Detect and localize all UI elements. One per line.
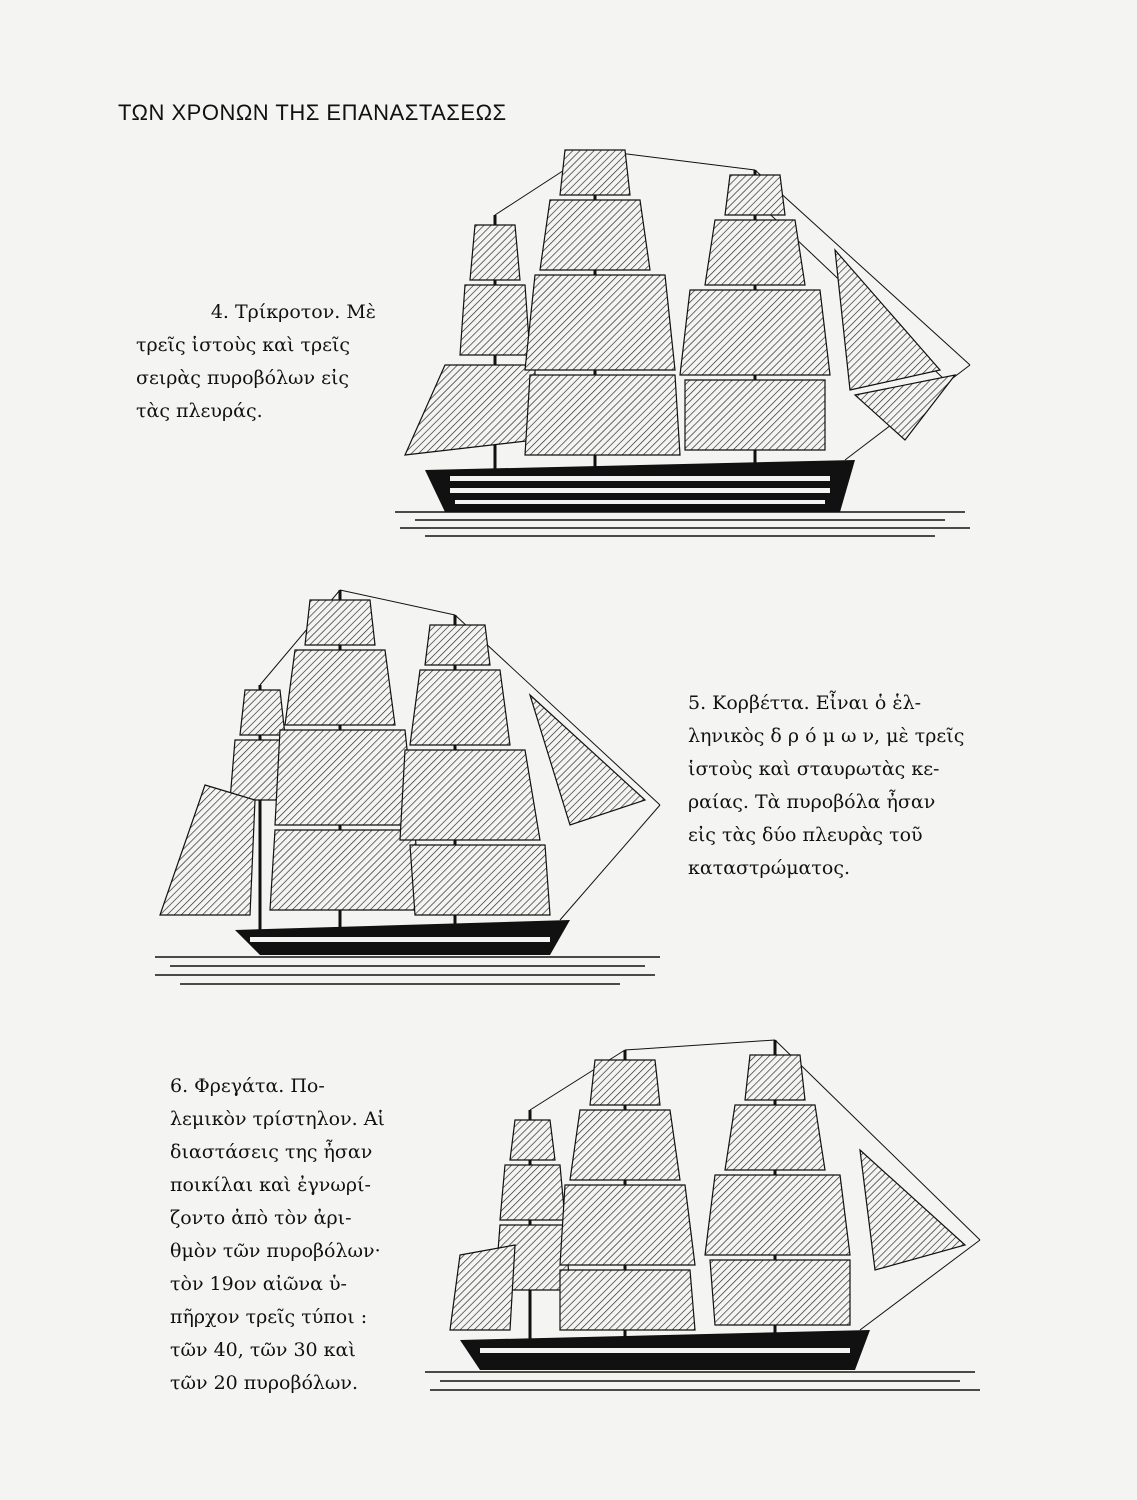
caption-ship-4	[136, 296, 376, 428]
caption-line: εἰς τὰς δύο πλευρὰς τοῦ	[688, 824, 923, 846]
caption-line: 5. Κορβέττα. Εἶναι ὁ ἑλ-	[688, 692, 922, 714]
caption-line: 4. Τρίκροτον. Μὲ	[210, 301, 376, 323]
caption-line: τῶν 20 πυροβόλων.	[170, 1372, 359, 1394]
caption-line: ζοντο ἀπὸ τὸν ἀρι-	[170, 1207, 352, 1229]
caption-line: ποικίλαι καὶ ἐγνωρί-	[170, 1174, 371, 1196]
frigate-illustration	[420, 1030, 985, 1405]
caption-ship-5	[688, 687, 988, 885]
caption-line: ληνικὸς δ ρ ό μ ω ν, μὲ τρεῖς	[688, 725, 965, 747]
corvette-illustration	[150, 585, 670, 1000]
caption-line: θμὸν τῶν πυροβόλων·	[170, 1240, 381, 1262]
ship-of-the-line-illustration	[385, 140, 975, 545]
caption-line: τὸν 19ον αἰῶνα ὑ-	[170, 1273, 347, 1295]
caption-ship-6	[170, 1070, 395, 1400]
caption-line: πῆρχον τρεῖς τύποι :	[170, 1306, 368, 1328]
caption-line: τὰς πλευράς.	[136, 400, 263, 422]
caption-line: 6. Φρεγάτα. Πο-	[170, 1075, 325, 1097]
caption-line: λεμικὸν τρίστηλον. Αἱ	[170, 1108, 385, 1130]
running-title: ΤΩΝ ΧΡΟΝΩΝ ΤΗΣ ΕΠΑΝΑΣΤΑΣΕΩΣ	[118, 100, 507, 125]
caption-line: τῶν 40, τῶν 30 καὶ	[170, 1339, 356, 1361]
caption-line: ἱστοὺς καὶ σταυρωτὰς κε-	[688, 758, 940, 780]
caption-line: ραίας. Τὰ πυροβόλα ἦσαν	[688, 791, 936, 813]
caption-line: διαστάσεις της ἦσαν	[170, 1141, 373, 1163]
caption-line: καταστρώματος.	[688, 857, 851, 879]
caption-line: τρεῖς ἱστοὺς καὶ τρεῖς	[136, 334, 351, 356]
caption-line: σειρὰς πυροβόλων εἰς	[136, 367, 350, 389]
